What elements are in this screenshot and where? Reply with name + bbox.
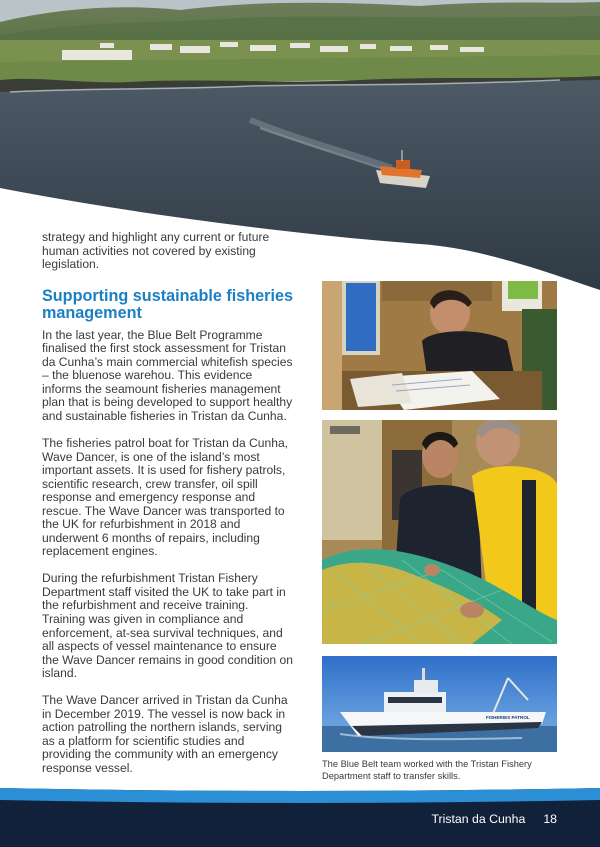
page-number: 18 [543,812,557,826]
paragraph-refurbishment: During the refurbishment Tristan Fishery Department staff visited the UK to take part in the refurbishment and receive training. Training was given in compliance and enforcement, at-sea survival techniques, and all aspects of vessel maintenance to ensure the Wave Dancer remains in good condition on island. [42,571,293,681]
article-text-column [42,231,294,789]
paragraph-stock-assessment: In the last year, the Blue Belt Programme finalised the first stock assessment for Tristan da Cunha’s main commercial whitefish species – the bluenose warehou. This evidence informs the seamount fisheries management plan that is being developed to support healthy and sustainable fisheries in Tristan da Cunha. [42,327,293,423]
photo-staff-reviewing-documents [322,281,557,410]
paragraph-wave-dancer: The fisheries patrol boat for Tristan da Cunha, Wave Dancer, is one of the island’s most important assets. It is used for fishery patrols, scientific research, crew transfer, oil spill response and emergency response and rescue. The Wave Dancer was transported to the UK for refurbishment in 2018 and underwent 6 months of repairs, including replacement engines. [42,435,289,559]
section-heading: Supporting sustainable fisheries management [42,286,293,323]
paragraph-arrival: The Wave Dancer arrived in Tristan da Cunha in December 2019. The vessel is now back in action patrolling the northern islands, serving as a platform for scientific studies and providing the community with an emergency response vessel. [42,693,288,775]
intro-paragraph: strategy and highlight any current or future human activities not covered by existing legislation. [42,230,270,272]
photo-caption: The Blue Belt team worked with the Tristan Fishery Department staff to transfer skills. [322,759,532,782]
hull-lettering: FISHERIES PATROL [486,715,530,720]
photo-team-inspecting-nets [322,420,557,644]
footer-label [431,812,557,826]
footer-publication-title: Tristan da Cunha [431,812,526,826]
footer-accent-stripe [0,788,600,803]
photo-fisheries-patrol-vessel [322,656,557,752]
